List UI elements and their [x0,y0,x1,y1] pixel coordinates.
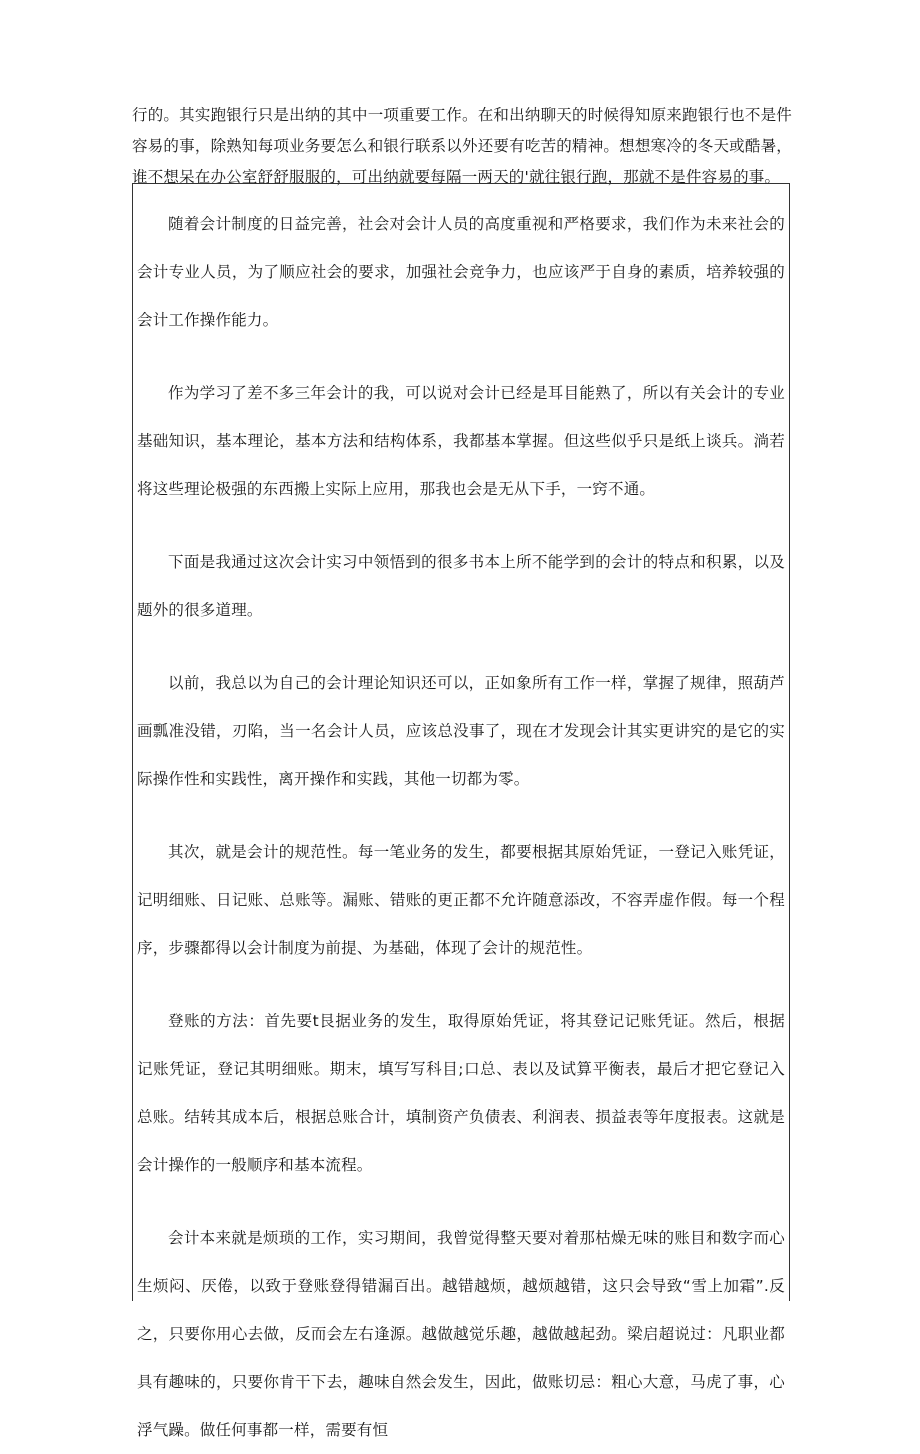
content-box-body [133,184,789,1454]
paragraph-5: 其次，就是会计的规范性。每一笔业务的发生，都要根据其原始凭证，一登记入账凭证，记明细账、日记账、总账等。漏账、错账的更正都不允许随意添改，不容弄虚作假。每一个程序，步骤都得以会计制度为前提、为基础，体现了会计的规范性。 [137,843,785,957]
paragraph-6: 登账的方法：首先要t艮据业务的发生，取得原始凭证，将其登记记账凭证。然后，根据记账凭证，登记其明细账。期末，填写写科目;口总、表以及试算平衡表，最后才把它登记入总账。结转其成本后，根据总账合计，填制资产负债表、利润表、损益表等年度报表。这就是会计操作的一般顺序和基本流程。 [137,1012,785,1174]
paragraph-7: 会计本来就是烦琐的工作，实习期间，我曾觉得整天要对着那枯燥无味的账目和数字而心生烦闷、厌倦，以致于登账登得错漏百出。越错越烦，越烦越错，这只会导致“雪上加霜”.反之，只要你用心去做，反而会左右逢源。越做越觉乐趣，越做越起劲。梁启超说过：凡职业都具有趣味的，只要你肯干下去，趣味自然会发生，因此，做账切忌：粗心大意，马虎了事，心浮气躁。做任何事都一样，需要有恒 [137,1229,785,1439]
intro-paragraph: 行的。其实跑银行只是出纳的其中一项重要工作。在和出纳聊天的时候得知原来跑银行也不是件容易的事，除熟知每项业务要怎么和银行联系以外还要有吃苦的精神。想想寒冷的冬天或酷暑，谁不想呆在办公室舒舒服服的，可出纳就要每隔一两天的'就往银行跑，那就不是件容易的事。 [132,106,792,186]
paragraph-4: 以前，我总以为自己的会计理论知识还可以，正如象所有工作一样，掌握了规律，照葫芦画瓢准没错，刃陷，当一名会计人员，应该总没事了，现在才发现会计其实更讲究的是它的实际操作性和实践性，离开操作和实践，其他一切都为零。 [137,674,785,788]
paragraph-3: 下面是我通过这次会计实习中领悟到的很多书本上所不能学到的会计的特点和积累，以及题外的很多道理。 [137,553,785,619]
paragraph-2: 作为学习了差不多三年会计的我，可以说对会计已经是耳目能熟了，所以有关会计的专业基础知识，基本理论，基本方法和结构体系，我都基本掌握。但这些似乎只是纸上谈兵。淌若将这些理论极强的东西搬上实际上应用，那我也会是无从下手，一窍不通。 [137,384,785,498]
paragraph-1: 随着会计制度的日益完善，社会对会计人员的高度重视和严格要求，我们作为未来社会的会计专业人员，为了顺应社会的要求，加强社会竞争力，也应该严于自身的素质，培养较强的会计工作操作能力。 [137,215,785,329]
content-box [132,183,790,1439]
